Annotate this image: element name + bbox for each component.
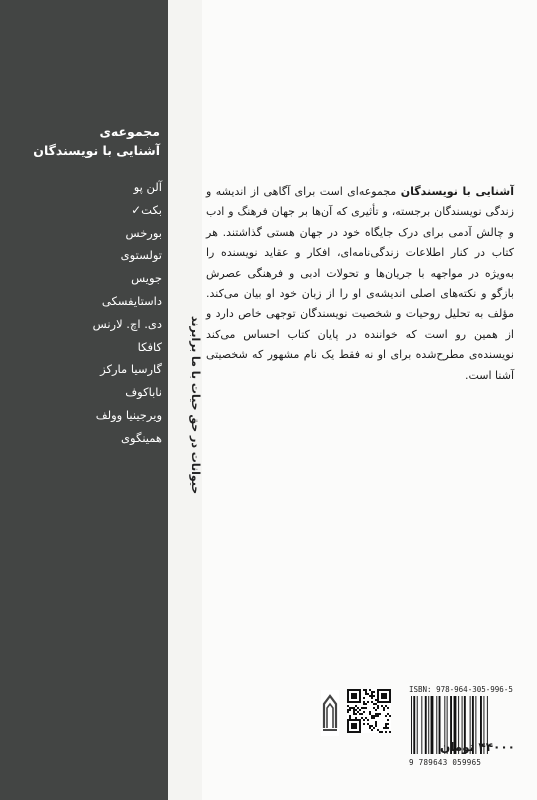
series-side-panel [0,0,168,800]
author-item [12,244,162,267]
qr-code [347,689,391,733]
author-item [12,313,162,336]
author-item [12,358,162,381]
author-item [12,336,162,359]
author-list [12,176,162,450]
author-name: ویرجینیا وولف [95,407,162,422]
author-name: دی. اچ. لارنس [92,316,162,331]
series-title [12,122,160,160]
author-name: همینگوی [121,430,162,445]
author-name: گارسیا مارکز [100,362,162,377]
barcode-digits: 9 789643 059965 [409,758,482,767]
price-label: ۴۴۰۰۰ تومان [439,740,515,754]
author-name: جویس [131,271,162,286]
publisher-logo [320,690,340,736]
author-name: کافکا [137,339,162,354]
blurb-body: مجموعه‌ای است برای آگاهی از اندیشه و زندگی نویسندگان برجسته، و تأثیری که آن‌ها بر جهان فرهنگ و ادب و چالش آدمی برای درک جایگاه خود در جهان هستی گذاشتند. هر کتاب در کنار اطلاعات زندگی‌نامه‌ای، افکار و عقاید نویسنده را به‌ویژه در مواجهه با جریان‌ها و تحولات ادبی و فرهنگی عصرش بازگو و نکته‌های اصلی اندیشه‌ی او را از زبان خود او بیان می‌کند. مؤلف به تحلیل روحیات و شخصیت نویسندگان توجهی خاص دارد و از همین رو است که خواننده در پایان کتاب احساس می‌کند نویسنده‌ی مطرح‌شده برای او نه فقط یک نام مشهور که شخصیتی آشنا است. [206,185,514,382]
author-name: ناباکوف [125,385,162,400]
author-item [12,267,162,290]
checkmark-icon: ✓ [131,202,142,217]
author-item [12,290,162,313]
spine-title: حیوانات در حق حیات با ما برابرند [189,315,202,495]
author-item [12,199,162,222]
blurb-lead: آشنایی با نویسندگان [400,185,515,198]
series-title-line1: مجموعه‌ی [99,124,160,139]
author-name: تولستوی [120,248,162,263]
series-title-line2: آشنایی با نویسندگان [33,143,160,158]
author-item [12,222,162,245]
blurb-paragraph [206,182,514,386]
author-name: داستایفسکی [101,293,162,308]
author-item [12,176,162,199]
author-name: بکت [141,202,162,217]
author-item [12,381,162,404]
author-item [12,427,162,450]
author-item [12,404,162,427]
author-name: بورخس [125,225,162,240]
isbn-number: ISBN: 978-964-305-996-5 [409,685,513,694]
author-name: آلن پو [133,180,162,194]
